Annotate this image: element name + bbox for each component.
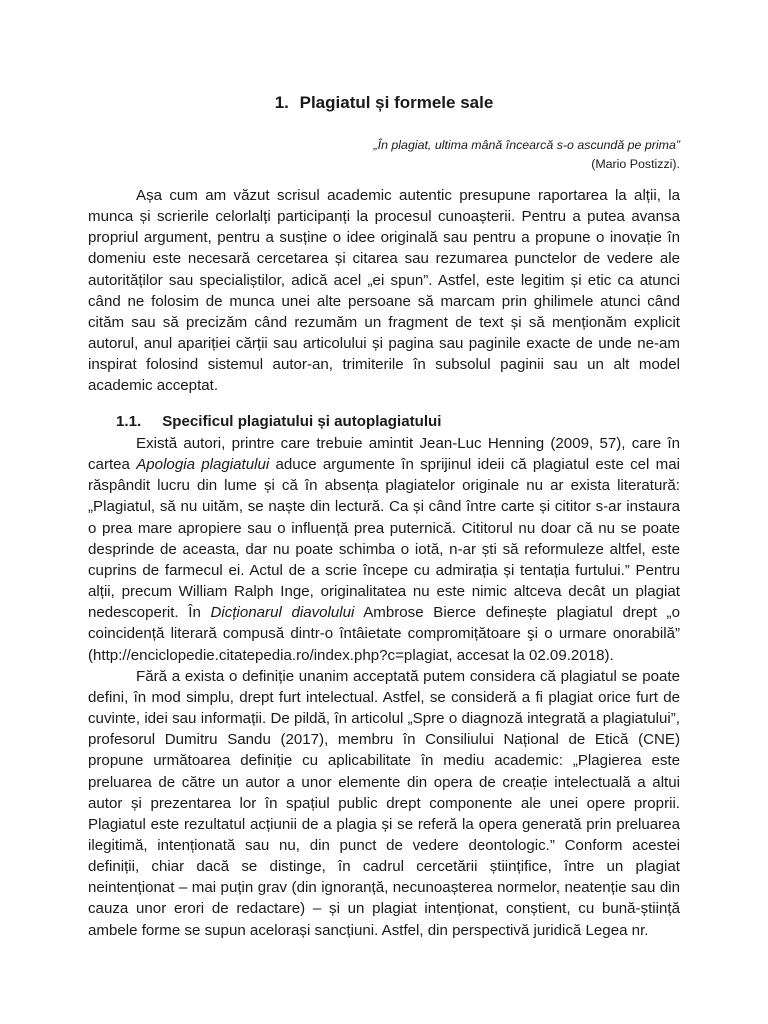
chapter-number: 1. bbox=[274, 93, 289, 112]
section-title: Specificul plagiatului și autoplagiatului bbox=[162, 413, 442, 430]
chapter-title-text: Plagiatul și formele sale bbox=[299, 93, 494, 112]
book-title-dictionar: Dicționarul diavolului bbox=[210, 604, 355, 622]
paragraph-henning bbox=[88, 433, 680, 666]
paragraph-definition: Fără a exista o definiție unanim acceptată putem considera că plagiatul se poate defini, în mod simplu, drept furt intelectual. Astfel, se consideră a fi plagiat orice furt de cuvinte, idei sau informații. De pildă, în articolul „Spre o diagnoză integrată a plagiatului”, profesorul Dumitru Sandu (2017), membru în Consiliului Național de Etică (CNE) propune următoarea definiție cu aplicabilitate în mediu academic: „Plagierea este preluarea de către un autor a unor elemente din opera de creație intelectuală a altui autor și prezentarea lor în spațiul public drept componente ale unei opere proprii. Plagiatul este rezultatul acțiunii de a plagia și se referă la opera generată prin preluarea ilegitimă, intenționată sau nu, din punct de vedere deontologic.” Conform acestei definiții, chiar dacă se distinge, în cadrul cercetării științifice, între un plagiat neintenționat – mai puțin grav (din ignoranță, necunoașterea normelor, neatenție sau din cauza unor erori de redactare) – și un plagiat intenționat, conștient, cu bună-știință ambele forme se supun acelorași sancțiuni. Astfel, din perspectivă juridică Legea nr. bbox=[88, 667, 680, 939]
epigraph bbox=[374, 136, 680, 173]
section-heading bbox=[116, 413, 441, 430]
chapter-title bbox=[0, 93, 768, 113]
intro-block bbox=[88, 185, 680, 397]
body-block bbox=[88, 433, 680, 941]
paragraph-henning-part1: Există autori, printre care trebuie amintit Jean-Luc Henning (2009, 57), care în cartea bbox=[88, 435, 680, 474]
section-number: 1.1. bbox=[116, 413, 142, 430]
intro-paragraph: Așa cum am văzut scrisul academic autentic presupune raportarea la alții, la munca și scrierile celorlalți participanți la procesul cunoașterii. Pentru a putea avansa propriul argument, pentru a susține o idee originală sau pentru a propune o inovație în domeniu este necesară cercetarea și citarea sau rezumarea punctelor de vedere ale autorităților sau specialiștilor, adică acel „ei spun”. Astfel, este legitim și etic ca atunci când ne folosim de munca unei alte persoane să marcam prin ghilimele atunci când cităm sau să precizăm când rezumăm un fragment de text și să menționăm explicit autorul, anul apariției cărții sau articolului și pagina sau paginile exacte de unde ne-am inspirat folosind sistemul autor-an, trimiterile în subsolul paginii sau un alt model academic acceptat. bbox=[88, 187, 680, 395]
paragraph-henning-part2: aduce argumente în sprijinul ideii că plagiatul este cel mai răspândit lucru din lume și că în absența plagiatelor originale nu ar exista literatură: „Plagiatul, să nu uităm, se naște din lectură. Ca și când între carte și cititor s-ar instaura o prea mare apropiere sau o influență prea puternică. Cititorul nu doar că nu se poate desprinde de aceasta, dar nu poate schimba o iotă, n-ar ști să reformuleze altfel, este cuprins de farmecul ei. Actul de a scrie începe cu admirația și tentația furtului.” Pentru alții, precum William Ralph Inge, originalitatea nu este nimic altceva decât un plagiat nedescoperit. În bbox=[88, 456, 680, 622]
epigraph-quote: „În plagiat, ultima mână încearcă s-o ascundă pe prima” bbox=[373, 138, 680, 152]
paragraph-henning-part3: Ambrose Bierce definește plagiatul drept „o coincidență literară compusă dintr-o întâietate compromițătoare şi o urmare onorabilă” (http://enciclopedie.citatepedia.ro/index.php?c=plagiat, accesat la 02.09.2018). bbox=[88, 604, 680, 664]
epigraph-author: (Mario Postizzi). bbox=[591, 156, 680, 171]
book-title-apologia: Apologia plagiatului bbox=[136, 456, 270, 474]
